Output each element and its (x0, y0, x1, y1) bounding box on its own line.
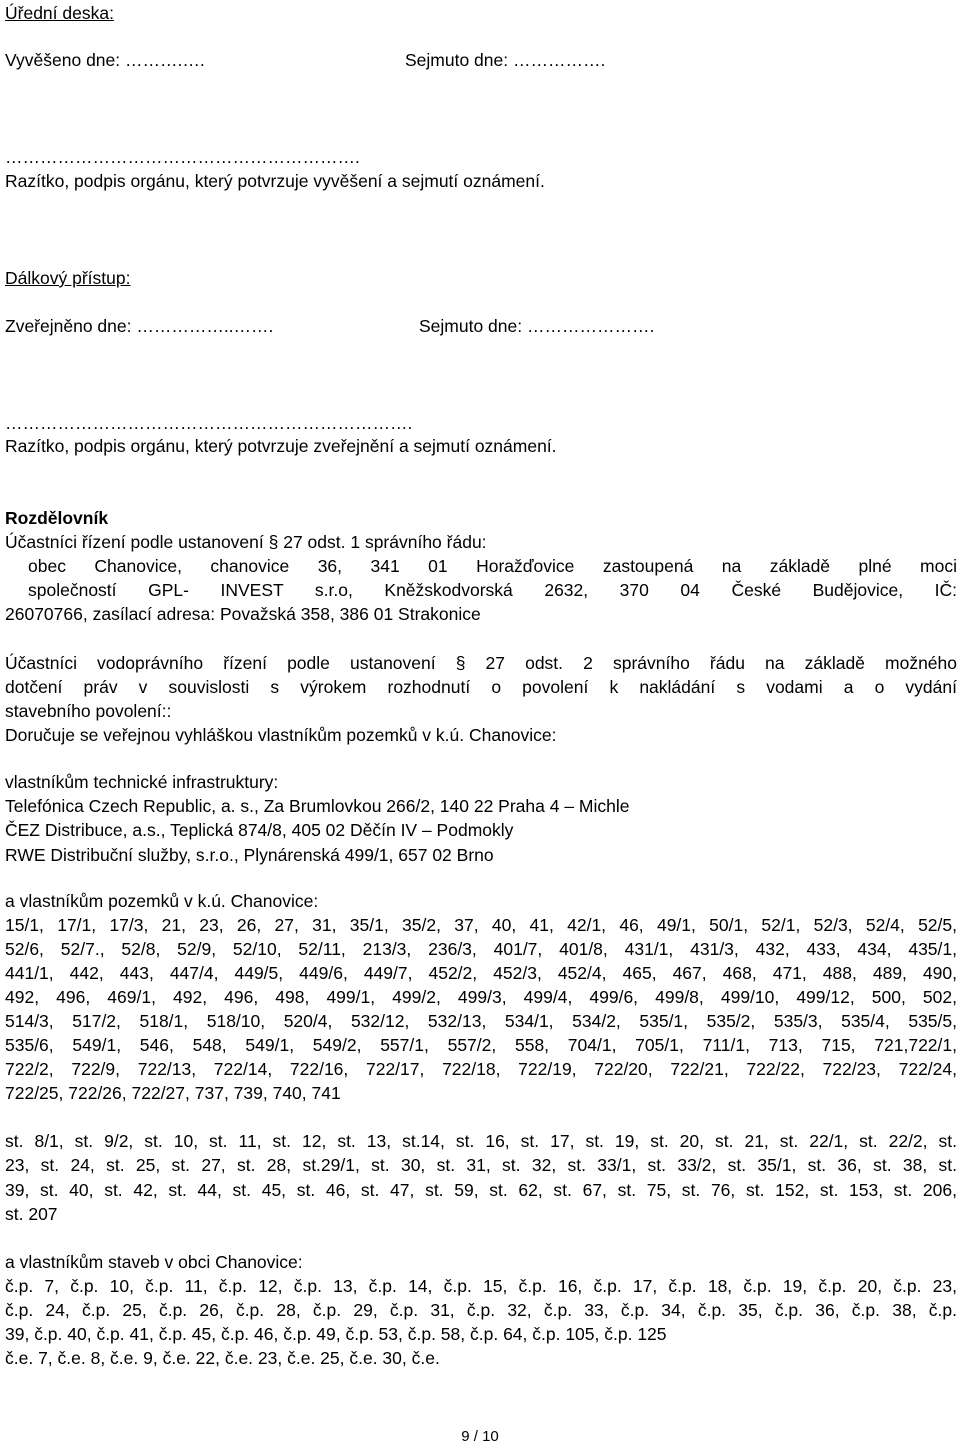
building-line: č.p. 7, č.p. 10, č.p. 11, č.p. 12, č.p. 13, č.p. 14, č.p. 15, č.p. 16, č.p. 17, č.p. 18, č.p. 19, č.p. 20, č.p. 23, (5, 1276, 957, 1296)
published-date-field: Zveřejněno dne: ……………..……. (5, 316, 274, 336)
parcels-title: a vlastníkům pozemků v k.ú. Chanovice: (5, 891, 319, 911)
parcel-line: 52/6, 52/7., 52/8, 52/9, 52/10, 52/11, 213/3, 236/3, 401/7, 401/8, 431/1, 431/3, 432, 433, 434, 435/1, (5, 939, 957, 959)
signature-dots: ……………………………………………………. (5, 147, 360, 167)
building-parcel-line: st. 8/1, st. 9/2, st. 10, st. 11, st. 12, st. 13, st.14, st. 16, st. 17, st. 19, st. 20, st. 21, st. 22/1, st. 22/2, st. (5, 1131, 957, 1151)
infrastructure-owner: ČEZ Distribuce, a.s., Teplická 874/8, 405 02 Děčín IV – Podmokly (5, 820, 514, 840)
participant-line: společností GPL- INVEST s.r.o, Kněžskodvorská 2632, 370 04 České Budějovice, IČ: (28, 580, 957, 600)
remote-signature-dots: ……………………………………………………………. (5, 413, 413, 433)
delivery-note: Doručuje se veřejnou vyhláškou vlastníkům pozemků v k.ú. Chanovice: (5, 725, 557, 745)
building-line: 39, č.p. 40, č.p. 41, č.p. 45, č.p. 46, č.p. 49, č.p. 53, č.p. 58, č.p. 64, č.p. 105, č.p. 125 (5, 1324, 667, 1344)
parcel-line: 15/1, 17/1, 17/3, 21, 23, 26, 27, 31, 35/1, 35/2, 37, 40, 41, 42/1, 46, 49/1, 50/1, 52/1, 52/3, 52/4, 52/5, (5, 915, 957, 935)
distribution-list-title: Rozdělovník (5, 508, 109, 528)
participant-line: 26070766, zasílací adresa: Považská 358, 386 01 Strakonice (5, 604, 481, 624)
participants-heading: Účastníci řízení podle ustanovení § 27 odst. 1 správního řádu: (5, 532, 487, 552)
water-participants-line: Účastníci vodoprávního řízení podle ustanovení § 27 odst. 2 správního řádu na základě možného (5, 653, 957, 673)
infrastructure-owner: RWE Distribuční služby, s.r.o., Plynárenská 499/1, 657 02 Brno (5, 845, 494, 865)
infrastructure-owner: Telefónica Czech Republic, a. s., Za Brumlovkou 266/2, 140 22 Praha 4 – Michle (5, 796, 630, 816)
participant-line: obec Chanovice, chanovice 36, 341 01 Horažďovice zastoupená na základě plné moci (28, 556, 957, 576)
water-participants-line: dotčení práv v souvislosti s výrokem rozhodnutí o povolení k nakládání s vodami a o vydání (5, 677, 957, 697)
remote-access-title: Dálkový přístup: (5, 268, 131, 288)
infrastructure-title: vlastníkům technické infrastruktury: (5, 772, 279, 792)
stamp-caption: Razítko, podpis orgánu, který potvrzuje vyvěšení a sejmutí oznámení. (5, 171, 545, 191)
parcel-line: 441/1, 442, 443, 447/4, 449/5, 449/6, 449/7, 452/2, 452/3, 452/4, 465, 467, 468, 471, 488, 489, 490, (5, 963, 957, 983)
remote-removed-date-field: Sejmuto dne: …………………. (419, 316, 655, 336)
building-parcel-line: 23, st. 24, st. 25, st. 27, st. 28, st.29/1, st. 30, st. 31, st. 32, st. 33/1, st. 33/2, st. 35/1, st. 36, st. 38, st. (5, 1155, 957, 1175)
parcel-line: 722/2, 722/9, 722/13, 722/14, 722/16, 722/17, 722/18, 722/19, 722/20, 722/21, 722/22, 722/23, 722/24, (5, 1059, 957, 1079)
removed-date-field: Sejmuto dne: ……………. (405, 50, 606, 70)
water-participants-line: stavebního povolení:: (5, 701, 172, 721)
parcel-line: 535/6, 549/1, 546, 548, 549/1, 549/2, 557/1, 557/2, 558, 704/1, 705/1, 711/1, 713, 715, 721,722/1, (5, 1035, 957, 1055)
remote-stamp-caption: Razítko, podpis orgánu, který potvrzuje zveřejnění a sejmutí oznámení. (5, 436, 557, 456)
buildings-title: a vlastníkům staveb v obci Chanovice: (5, 1252, 303, 1272)
posted-date-field: Vyvěšeno dne: ……….…. (5, 50, 205, 70)
building-parcel-line: st. 207 (5, 1204, 58, 1224)
parcel-line: 722/25, 722/26, 722/27, 737, 739, 740, 741 (5, 1083, 341, 1103)
parcel-line: 514/3, 517/2, 518/1, 518/10, 520/4, 532/12, 532/13, 534/1, 534/2, 535/1, 535/2, 535/3, 535/4, 535/5, (5, 1011, 957, 1031)
page-number: 9 / 10 (461, 1428, 499, 1445)
parcel-line: 492, 496, 469/1, 492, 496, 498, 499/1, 499/2, 499/3, 499/4, 499/6, 499/8, 499/10, 499/12, 500, 502, (5, 987, 957, 1007)
building-parcel-line: 39, st. 40, st. 42, st. 44, st. 45, st. 46, st. 47, st. 59, st. 62, st. 67, st. 75, st. 76, st. 152, st. 153, st. 206, (5, 1180, 957, 1200)
notice-board-title: Úřední deska: (5, 3, 114, 23)
building-line: č.p. 24, č.p. 25, č.p. 26, č.p. 28, č.p. 29, č.p. 31, č.p. 32, č.p. 33, č.p. 34, č.p. 35, č.p. 36, č.p. 38, č.p. (5, 1300, 957, 1320)
building-line: č.e. 7, č.e. 8, č.e. 9, č.e. 22, č.e. 23, č.e. 25, č.e. 30, č.e. (5, 1348, 440, 1368)
